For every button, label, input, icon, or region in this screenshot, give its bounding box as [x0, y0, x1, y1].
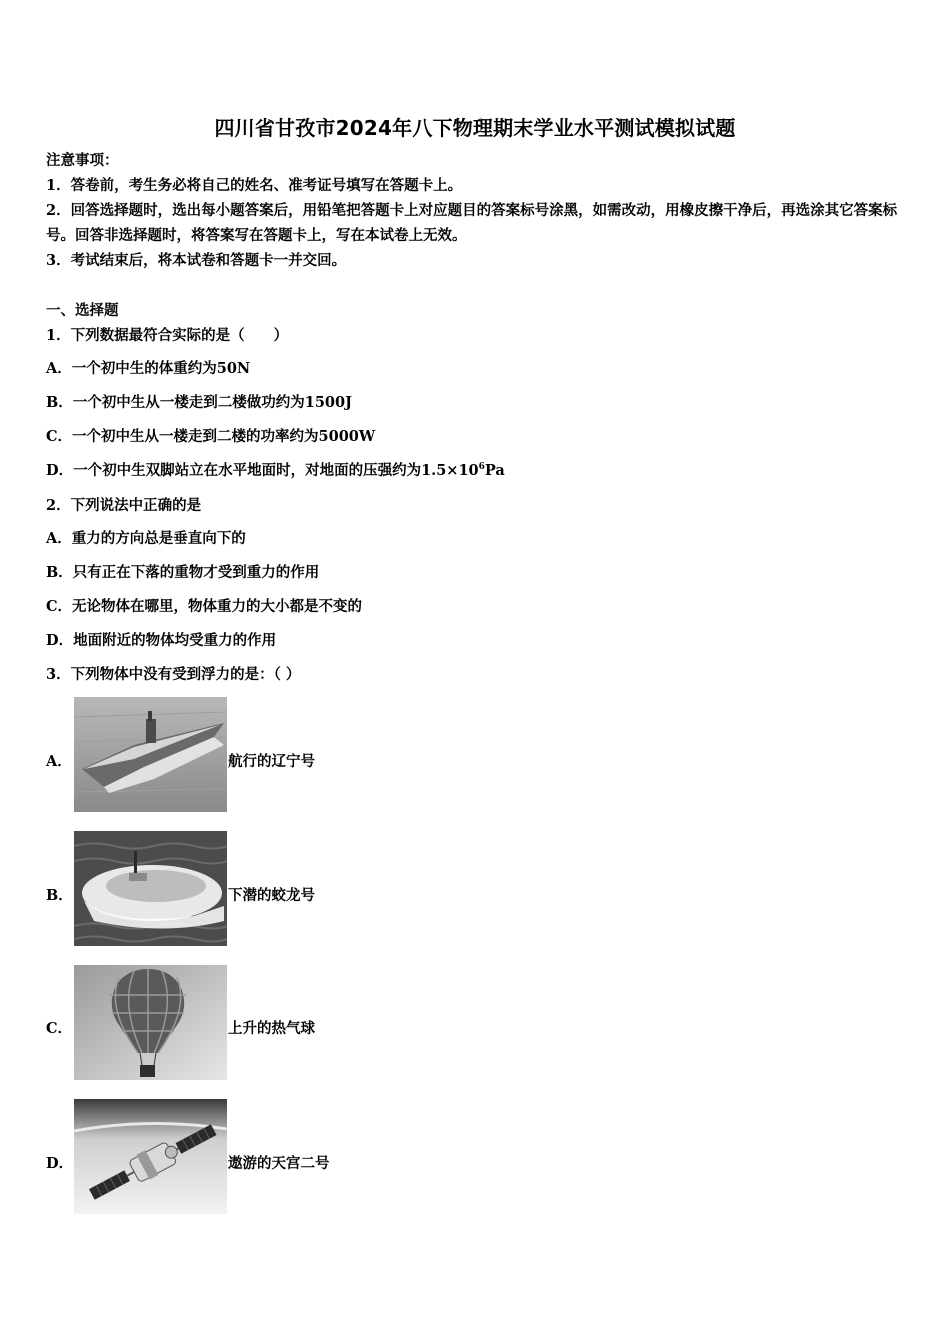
notice-list — [46, 173, 906, 273]
question-3-option-c-caption: 上升的热气球 — [228, 1020, 315, 1037]
space-station-photo — [74, 1099, 227, 1214]
question-1-option-c: C．一个初中生从一楼走到二楼的功率约为5000W — [46, 428, 376, 445]
question-1-option-b: B．一个初中生从一楼走到二楼做功约为1500J — [46, 394, 352, 411]
notice-item: 3．考试结束后，将本试卷和答题卡一并交回。 — [46, 252, 347, 269]
section-heading: 一、选择题 — [46, 302, 119, 319]
question-1-option-a: A．一个初中生的体重约为50N — [46, 360, 251, 377]
question-1-option-d — [46, 461, 505, 481]
option-d-text: D．一个初中生双脚站立在水平地面时，对地面的压强约为1.5×10 — [46, 462, 479, 479]
hot-air-balloon-photo — [74, 965, 227, 1080]
question-3-option-a-letter: A． — [46, 753, 72, 770]
aircraft-carrier-photo — [74, 697, 227, 812]
question-2-option-d: D．地面附近的物体均受重力的作用 — [46, 632, 277, 649]
question-3-option-c-letter: C． — [46, 1020, 73, 1037]
question-2-option-a: A．重力的方向总是垂直向下的 — [46, 530, 246, 547]
option-d-unit: Pa — [484, 462, 505, 479]
question-3-option-b-letter: B． — [46, 887, 73, 904]
question-2-stem: 2．下列说法中正确的是 — [46, 497, 202, 514]
notice-item: 1．答卷前，考生务必将自己的姓名、准考证号填写在答题卡上。 — [46, 177, 463, 194]
question-3-stem: 3．下列物体中没有受到浮力的是：（ ） — [46, 666, 301, 683]
notice-heading: 注意事项： — [46, 152, 119, 169]
exponent: 6 — [478, 462, 485, 473]
question-3-option-d-caption: 遨游的天宫二号 — [228, 1155, 330, 1172]
question-2-option-c: C．无论物体在哪里，物体重力的大小都是不变的 — [46, 598, 363, 615]
question-3-option-b-caption: 下潜的蛟龙号 — [228, 887, 315, 904]
submarine-photo — [74, 831, 227, 946]
exam-title: 四川省甘孜市2024年八下物理期末学业水平测试模拟试题 — [214, 116, 736, 140]
question-2-option-b: B．只有正在下落的重物才受到重力的作用 — [46, 564, 320, 581]
question-3-option-a-caption: 航行的辽宁号 — [228, 753, 315, 770]
question-1-stem: 1．下列数据最符合实际的是（ ） — [46, 327, 289, 344]
notice-item: 2．回答选择题时，选出每小题答案后，用铅笔把答题卡上对应题目的答案标号涂黑，如需改动，用橡皮擦干净后，再选涂其它答案标号。回答非选择题时，将答案写在答题卡上，写在本试卷上无效。 — [46, 202, 898, 244]
question-3-option-d-letter: D． — [46, 1155, 74, 1172]
